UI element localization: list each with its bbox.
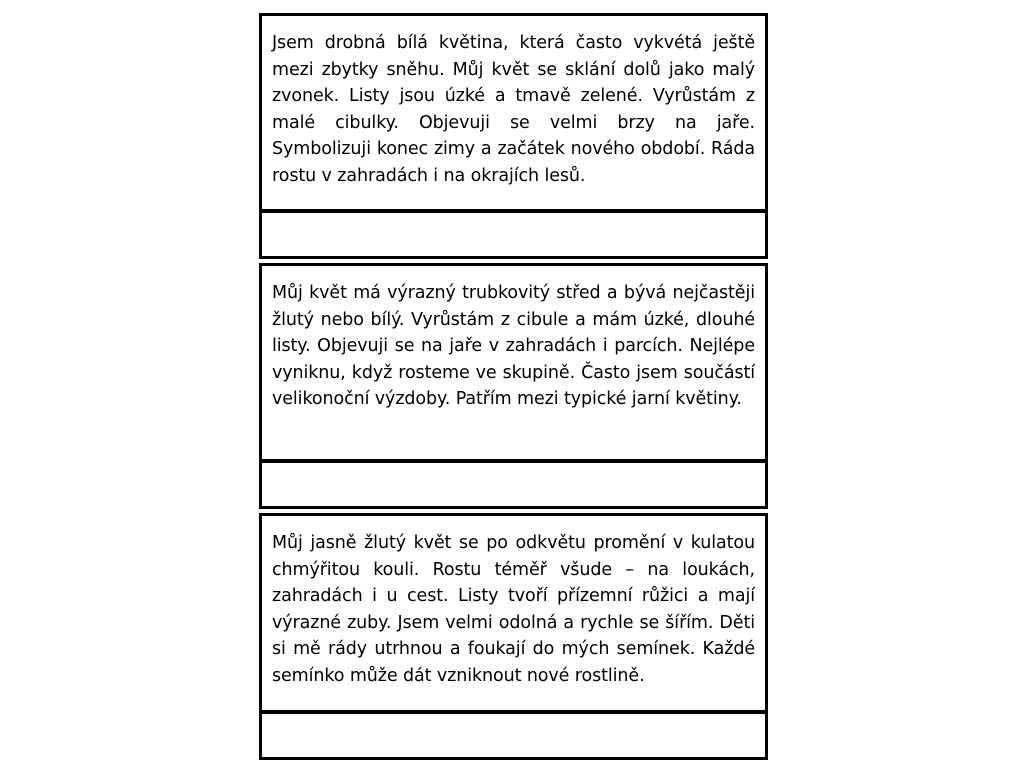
riddle-text-2: Můj květ má výrazný trubkovitý střed a bývá nejčastěji žlutý nebo bílý. Vyrůstám z cibule a mám úzké, dlouhé listy. Objevuji se na jaře v zahradách i parcích. Nejlépe vyniknu, když rosteme ve skupině. Často jsem součástí velikonoční výzdoby. Patřím mezi typické jarní květiny. xyxy=(272,283,755,409)
riddle-text-1: Jsem drobná bílá květina, která často vykvétá ještě mezi zbytky sněhu. Můj květ se sklání dolů jako malý zvonek. Listy jsou úzké a tmavě zelené. Vyrůstám z malé cibulky. Objevuji se velmi brzy na jaře. Symbolizuji konec zimy a začátek nového období. Ráda rostu v zahradách i na okrajích lesů. xyxy=(272,33,755,186)
answer-box-1[interactable] xyxy=(262,213,765,256)
riddle-text-3: Můj jasně žlutý květ se po odkvětu promění v kulatou chmýřitou kouli. Rostu téměř všude – na loukách, zahradách i u cest. Listy tvoří přízemní růžici a mají výrazné zuby. Jsem velmi odolná a rychle se šířím. Děti si mě rády utrhnou a foukají do mých semínek. Každé semínko může dát vzniknout nové rostlině. xyxy=(272,533,755,686)
answer-box-2[interactable] xyxy=(262,463,765,506)
riddle-card-3 xyxy=(259,513,768,760)
riddle-card-1 xyxy=(259,13,768,259)
answer-box-3[interactable] xyxy=(262,714,765,757)
riddle-card-2 xyxy=(259,263,768,509)
